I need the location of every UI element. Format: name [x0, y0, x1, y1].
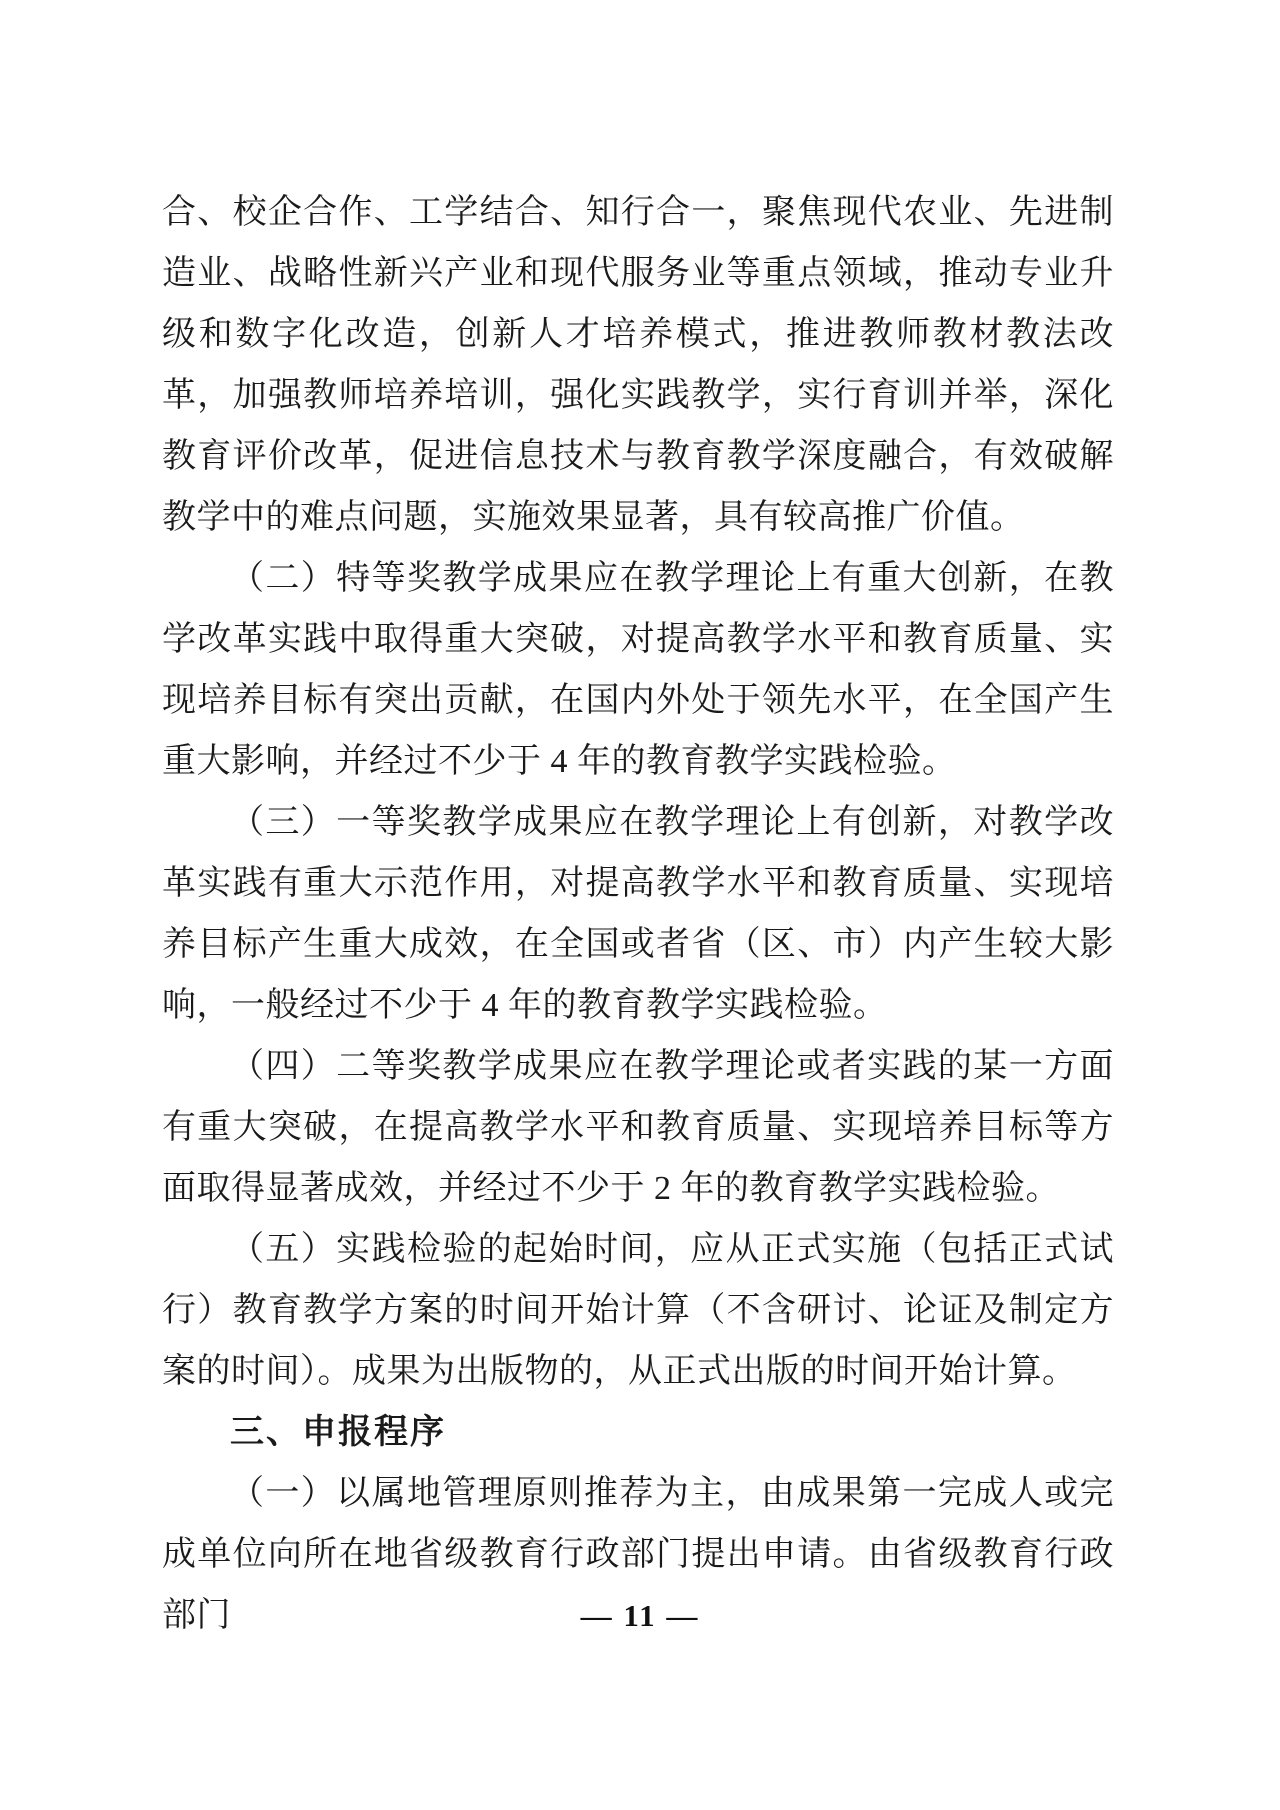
para-item-3: （三）一等奖教学成果应在教学理论上有创新，对教学改革实践有重大示范作用，对提高教学水平和教育质量、实现培养目标产生重大成效，在全国或者省（区、市）内产生较大影响，一般经过不少于 4 年的教育教学实践检验。	[162, 804, 1114, 1024]
document-body	[162, 182, 1114, 1646]
para-item-1: （一）以属地管理原则推荐为主，由成果第一完成人或完成单位向所在地省级教育行政部门提出申请。由省级教育行政部门	[162, 1475, 1114, 1634]
page-number: — 11 —	[580, 1598, 700, 1633]
para-continuation: 合、校企合作、工学结合、知行合一，聚焦现代农业、先进制造业、战略性新兴产业和现代服务业等重点领域，推动专业升级和数字化改造，创新人才培养模式，推进教师教材教法改革，加强教师培养培训，强化实践教学，实行育训并举，深化教育评价改革，促进信息技术与教育教学深度融合，有效破解教学中的难点问题，实施效果显著，具有较高推广价值。	[162, 194, 1114, 536]
para-item-5: （五）实践检验的起始时间，应从正式实施（包括正式试行）教育教学方案的时间开始计算（不含研讨、论证及制定方案的时间）。成果为出版物的，从正式出版的时间开始计算。	[162, 1231, 1114, 1390]
para-item-2: （二）特等奖教学成果应在教学理论上有重大创新，在教学改革实践中取得重大突破，对提高教学水平和教育质量、实现培养目标有突出贡献，在国内外处于领先水平，在全国产生重大影响，并经过不少于 4 年的教育教学实践检验。	[162, 560, 1114, 780]
para-item-4: （四）二等奖教学成果应在教学理论或者实践的某一方面有重大突破，在提高教学水平和教育质量、实现培养目标等方面取得显著成效，并经过不少于 2 年的教育教学实践检验。	[162, 1048, 1114, 1207]
section-heading-application-procedure: 三、申报程序	[230, 1413, 446, 1451]
